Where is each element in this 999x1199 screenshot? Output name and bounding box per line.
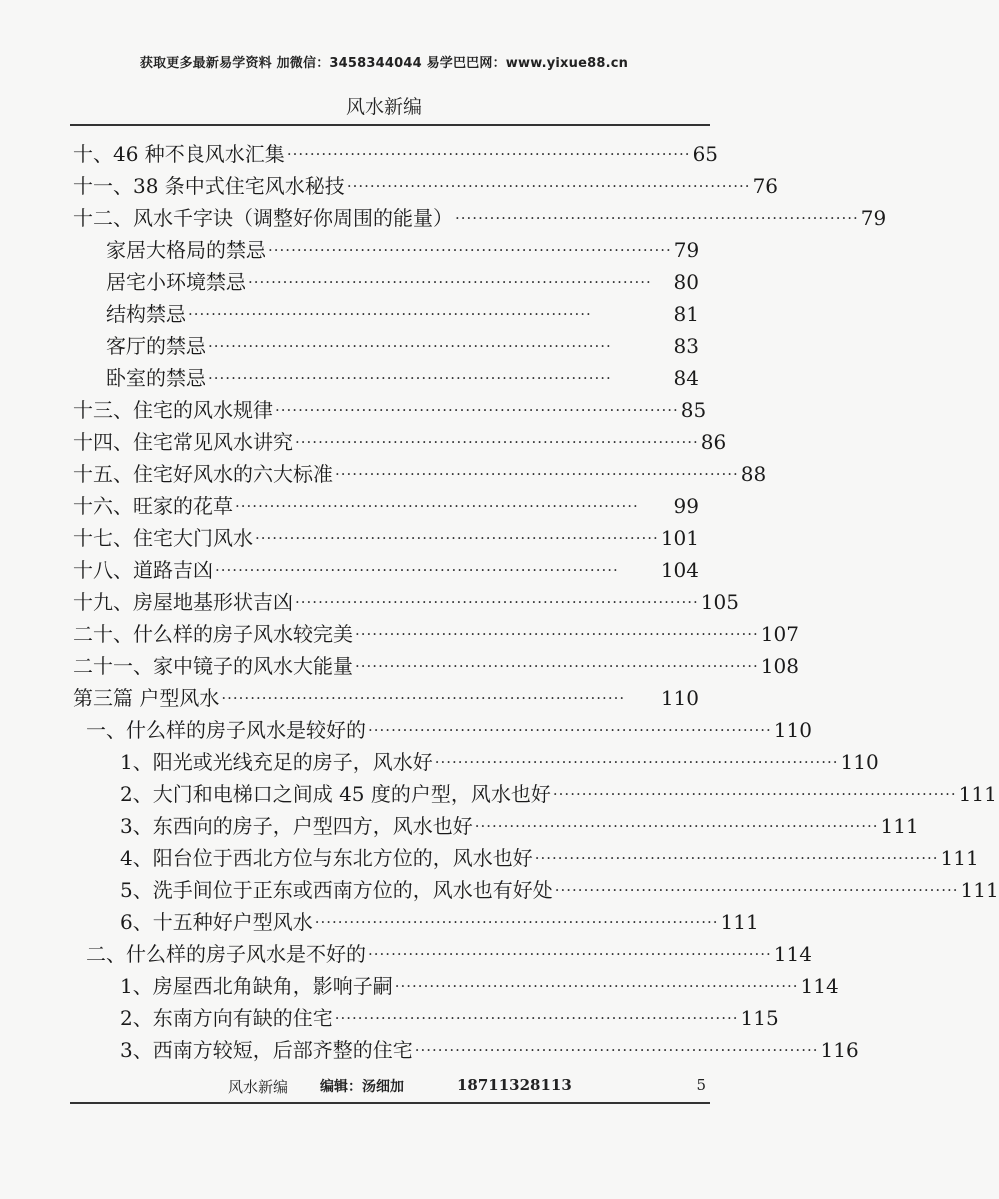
toc-entry	[73, 169, 779, 201]
toc-entry-page: 111	[960, 878, 999, 902]
toc-entry	[120, 841, 979, 873]
toc-entry-page: 111	[720, 910, 759, 934]
toc-entry-page: 101	[660, 526, 699, 550]
running-head: 风水新编	[345, 96, 422, 118]
header-rule	[70, 124, 710, 126]
toc-entry-page: 83	[673, 334, 699, 358]
toc-entry	[120, 777, 997, 809]
toc-entry-title: 二、什么样的房子风水是不好的	[86, 942, 366, 966]
toc-entry-page: 110	[660, 686, 699, 710]
toc-entry-title: 十、46 种不良风水汇集	[73, 142, 285, 166]
toc-entry-page: 86	[700, 430, 727, 454]
toc-entry-title: 4、阳台位于西北方位与东北方位的，风水也好	[120, 846, 533, 870]
toc-entry-page: 79	[673, 238, 700, 262]
toc-entry	[120, 1033, 859, 1065]
toc-entry-title: 6、十五种好户型风水	[120, 910, 313, 934]
toc-entry-title: 十七、住宅大门风水	[73, 526, 253, 550]
toc-entry	[106, 265, 699, 297]
toc-entry	[73, 521, 699, 553]
toc-entry-page: 110	[773, 718, 812, 742]
toc-leader-dots: ······································································	[554, 881, 959, 899]
toc-entry-title: 5、洗手间位于正东或西南方位的，风水也有好处	[120, 878, 553, 902]
toc-leader-dots: ······································································	[314, 913, 719, 931]
toc-entry-title: 2、东南方向有缺的住宅	[120, 1006, 333, 1030]
toc-leader-dots: ······································································	[334, 1009, 739, 1027]
toc-leader-dots: ······································································	[295, 433, 699, 451]
toc-entry-page: 111	[958, 782, 997, 806]
toc-entry-page: 108	[760, 654, 799, 678]
toc-entry-title: 二十、什么样的房子风水较完美	[73, 622, 353, 646]
toc-entry	[120, 905, 759, 937]
toc-entry-title: 2、大门和电梯口之间成 45 度的户型，风水也好	[120, 782, 551, 806]
toc-entry	[73, 585, 739, 617]
toc-entry-title: 十九、房屋地基形状吉凶	[73, 590, 293, 614]
toc-entry-page: 85	[680, 398, 707, 422]
toc-entry-title: 3、东西向的房子，户型四方，风水也好	[120, 814, 473, 838]
toc-entry-title: 二十一、家中镜子的风水大能量	[73, 654, 353, 678]
toc-leader-dots: ······································································	[335, 465, 739, 483]
toc-entry-title: 卧室的禁忌	[106, 366, 206, 390]
toc-entry-page: 81	[673, 302, 699, 326]
toc-entry	[106, 297, 699, 329]
toc-entry	[73, 553, 699, 585]
toc-leader-dots: ······································································	[474, 817, 879, 835]
toc-entry	[106, 329, 699, 361]
toc-entry-title: 一、什么样的房子风水是较好的	[86, 718, 366, 742]
toc-entry-title: 家居大格局的禁忌	[106, 238, 266, 262]
toc-entry	[73, 489, 699, 521]
toc-entry-page: 80	[673, 270, 699, 294]
toc-entry-title: 十四、住宅常见风水讲究	[73, 430, 293, 454]
toc-leader-dots: ······································································	[248, 273, 652, 291]
toc-leader-dots: ······································································	[434, 753, 839, 771]
toc-entry-page: 65	[692, 142, 719, 166]
toc-leader-dots: ······································································	[552, 785, 957, 803]
toc-leader-dots: ······································································	[394, 977, 799, 995]
toc-entry	[120, 745, 879, 777]
toc-entry	[120, 809, 919, 841]
toc-leader-dots: ······································································	[268, 241, 672, 259]
toc-entry-title: 3、西南方较短，后部齐整的住宅	[120, 1038, 413, 1062]
toc-leader-dots: ······································································	[355, 625, 759, 643]
toc-entry-page: 79	[860, 206, 887, 230]
toc-entry	[73, 201, 887, 233]
toc-entry	[86, 937, 812, 969]
toc-entry-page: 116	[820, 1038, 859, 1062]
toc-entry	[106, 361, 699, 393]
toc-leader-dots: ······································································	[235, 497, 639, 515]
toc-entry	[120, 1001, 779, 1033]
toc-entry-title: 十一、38 条中式住宅风水秘技	[73, 174, 345, 198]
toc-entry	[120, 969, 839, 1001]
toc-entry-title: 结构禁忌	[106, 302, 186, 326]
toc-entry-title: 第三篇 户型风水	[73, 686, 220, 710]
toc-entry-page: 84	[673, 366, 699, 390]
toc-entry-page: 114	[773, 942, 812, 966]
toc-leader-dots: ······································································	[368, 945, 772, 963]
toc-leader-dots: ······································································	[255, 529, 659, 547]
toc-entry-page: 115	[740, 1006, 779, 1030]
toc-entry	[86, 713, 812, 745]
toc-entry	[73, 393, 707, 425]
toc-leader-dots: ······································································	[534, 849, 939, 867]
toc-leader-dots: ······································································	[346, 177, 751, 195]
toc-entry-title: 十二、风水千字诀（调整好你周围的能量）	[73, 206, 453, 230]
toc-leader-dots: ······································································	[275, 401, 679, 419]
footer-editor: 编辑：汤细加	[320, 1079, 404, 1095]
toc-entry-page: 104	[660, 558, 699, 582]
toc-entry-page: 99	[673, 494, 699, 518]
top-banner: 获取更多最新易学资料 加微信：3458344044 易学巴巴网：www.yixue88.cn	[139, 56, 629, 71]
toc-entry-page: 76	[752, 174, 779, 198]
toc-entry-page: 114	[800, 974, 839, 998]
page-footer	[70, 1074, 710, 1100]
toc-leader-dots: ······································································	[221, 689, 626, 707]
toc-entry-title: 十五、住宅好风水的六大标准	[73, 462, 333, 486]
toc-leader-dots: ······································································	[286, 145, 691, 163]
toc-leader-dots: ······································································	[215, 561, 619, 579]
toc-entry-title: 居宅小环境禁忌	[106, 270, 246, 294]
toc-leader-dots: ······································································	[368, 721, 772, 739]
toc-leader-dots: ······································································	[455, 209, 859, 227]
toc-entry-title: 十三、住宅的风水规律	[73, 398, 273, 422]
toc-entry	[73, 649, 799, 681]
toc-leader-dots: ······································································	[355, 657, 759, 675]
toc-entry-page: 107	[760, 622, 799, 646]
toc-entry	[73, 137, 719, 169]
footer-rule	[70, 1102, 710, 1104]
toc-entry	[73, 457, 767, 489]
toc-leader-dots: ······································································	[208, 337, 612, 355]
toc-entry	[73, 681, 699, 713]
toc-entry-title: 1、房屋西北角缺角，影响子嗣	[120, 974, 393, 998]
toc-entry-page: 88	[740, 462, 767, 486]
toc-entry	[73, 617, 799, 649]
footer-book-title: 风水新编	[228, 1078, 289, 1096]
toc-entry-page: 105	[700, 590, 739, 614]
toc-entry-page: 111	[940, 846, 979, 870]
toc-entry	[73, 425, 727, 457]
footer-phone: 18711328113	[457, 1076, 572, 1094]
toc-entry-title: 十八、道路吉凶	[73, 558, 213, 582]
toc-leader-dots: ······································································	[295, 593, 699, 611]
toc-entry-title: 1、阳光或光线充足的房子，风水好	[120, 750, 433, 774]
toc-leader-dots: ······································································	[414, 1041, 819, 1059]
toc-entry-page: 111	[880, 814, 919, 838]
toc-entry	[120, 873, 999, 905]
page-number: 5	[696, 1076, 706, 1094]
toc-entry-title: 十六、旺家的花草	[73, 494, 233, 518]
toc-entry-page: 110	[840, 750, 879, 774]
toc-entry	[106, 233, 699, 265]
toc-entry-title: 客厅的禁忌	[106, 334, 206, 358]
toc-leader-dots: ······································································	[208, 369, 612, 387]
toc-leader-dots: ······································································	[188, 305, 592, 323]
